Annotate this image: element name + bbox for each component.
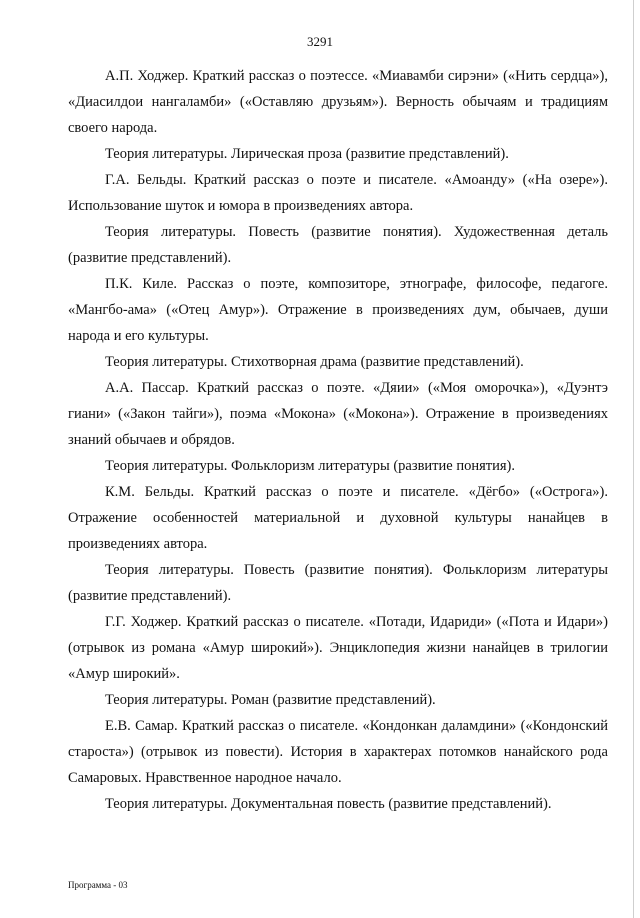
footer-label: Программа - 03 xyxy=(68,880,128,890)
body-text xyxy=(68,63,608,817)
paragraph: П.К. Киле. Рассказ о поэте, композиторе, этнографе, философе, педагоге. «Мангбо-ама» («Отец Амур»). Отражение в произведениях дум, обычаев, души народа и его культуры. xyxy=(68,276,608,344)
paragraph: Теория литературы. Документальная повесть (развитие представлений). xyxy=(105,796,552,812)
paragraph: К.М. Бельды. Краткий рассказ о поэте и писателе. «Дёгбо» («Острога»). Отражение особенностей материальной и духовной культуры нанайцев в произведениях автора. xyxy=(68,484,608,552)
paragraph: Теория литературы. Повесть (развитие понятия). Фольклоризм литературы (развитие представлений). xyxy=(68,562,608,604)
scan-edge-line xyxy=(633,0,634,918)
paragraph: А.П. Ходжер. Краткий рассказ о поэтессе. «Миавамби сирэни» («Нить сердца»), «Диасилдои нангаламби» («Оставляю друзьям»). Верность обычаям и традициям своего народа. xyxy=(68,68,608,136)
paragraph: Теория литературы. Роман (развитие представлений). xyxy=(105,692,436,708)
paragraph: Г.Г. Ходжер. Краткий рассказ о писателе. «Потади, Идариди» («Пота и Идари») (отрывок из романа «Амур широкий»). Энциклопедия жизни нанайцев в трилогии «Амур широкий». xyxy=(68,614,608,682)
paragraph: А.А. Пассар. Краткий рассказ о поэте. «Дяии» («Моя оморочка»), «Дуэнтэ гиани» («Закон тайги»), поэма «Мокона» («Мокона»). Отражение в произведениях знаний обычаев и обрядов. xyxy=(68,380,608,448)
page-number: 3291 xyxy=(307,34,333,49)
paragraph: Е.В. Самар. Краткий рассказ о писателе. «Кондонкан даламдини» («Кондонский староста») (отрывок из повести). История в характерах потомков нанайского рода Самаровых. Нравственное народное начало. xyxy=(68,718,608,786)
paragraph: Теория литературы. Фольклоризм литературы (развитие понятия). xyxy=(105,458,515,474)
paragraph: Теория литературы. Стихотворная драма (развитие представлений). xyxy=(105,354,524,370)
paragraph: Теория литературы. Лирическая проза (развитие представлений). xyxy=(105,146,509,162)
paragraph: Г.А. Бельды. Краткий рассказ о поэте и писателе. «Амоанду» («На озере»). Использование шуток и юмора в произведениях автора. xyxy=(68,172,608,214)
paragraph: Теория литературы. Повесть (развитие понятия). Художественная деталь (развитие представлений). xyxy=(68,224,608,266)
